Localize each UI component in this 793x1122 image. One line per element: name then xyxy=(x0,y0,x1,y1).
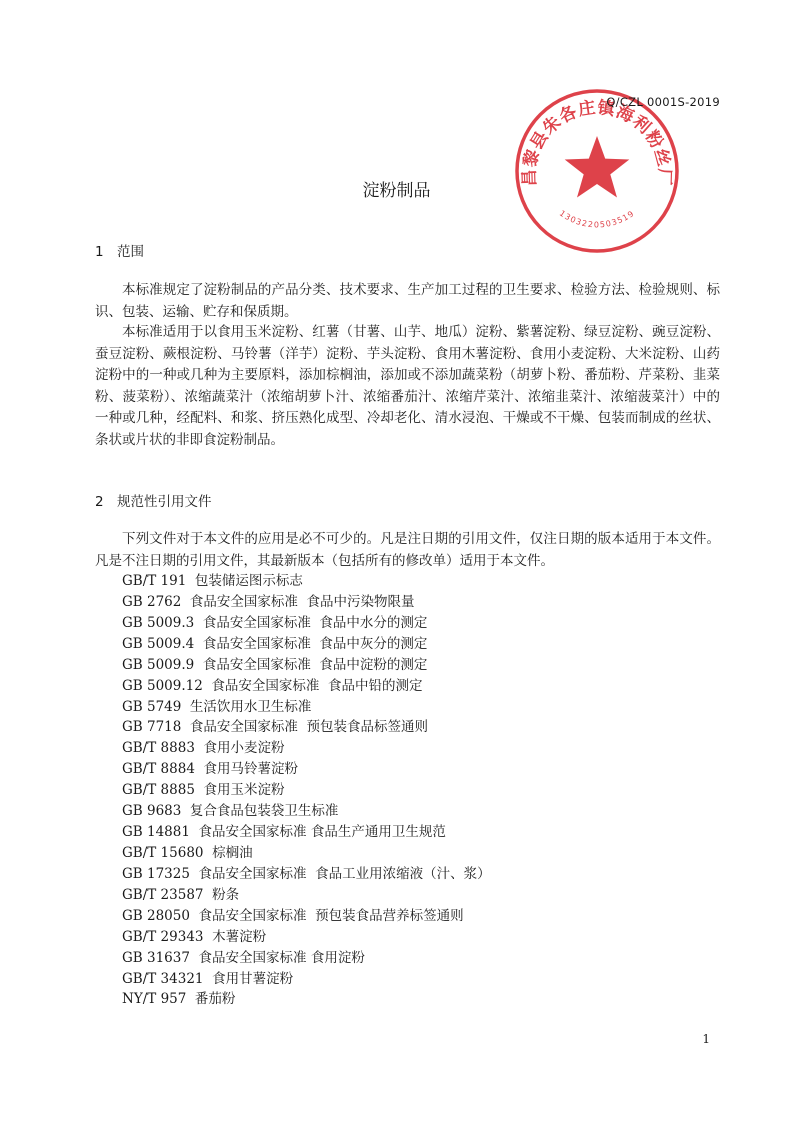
svg-text:1303220503519 xyxy=(558,209,637,230)
reference-item: GB/T 15680 棕榈油 xyxy=(122,844,253,861)
reference-item: GB/T 34321 食用甘薯淀粉 xyxy=(122,970,294,987)
reference-item: GB/T 29343 木薯淀粉 xyxy=(122,928,267,945)
reference-item: GB 2762 食品安全国家标准 食品中污染物限量 xyxy=(122,593,415,610)
section-2-paragraph-1: 下列文件对于本文件的应用是必不可少的。凡是注日期的引用文件，仅注日期的版本适用于本文件。凡是不注日期的引用文件，其最新版本（包括所有的修改单）适用于本文件。 xyxy=(95,531,720,569)
reference-item: GB 17325 食品安全国家标准 食品工业用浓缩液（汁、浆） xyxy=(122,865,491,882)
seal-code: 1303220503519 xyxy=(557,208,637,230)
section-1-paragraph-1: 本标准规定了淀粉制品的产品分类、技术要求、生产加工过程的卫生要求、检验方法、检验规则、标识、包装、运输、贮存和保质期。 xyxy=(95,282,720,320)
section-2-heading xyxy=(95,490,212,510)
reference-item: GB/T 8884 食用马铃薯淀粉 xyxy=(122,761,298,778)
reference-list xyxy=(122,571,491,1010)
document-title: 淀粉制品 xyxy=(362,181,431,201)
company-seal xyxy=(512,86,682,256)
reference-item: GB 7718 食品安全国家标准 预包装食品标签通则 xyxy=(122,719,429,736)
section-1-heading xyxy=(95,240,144,260)
reference-item: GB 28050 食品安全国家标准 预包装食品营养标签通则 xyxy=(122,907,464,924)
reference-item: GB 5749 生活饮用水卫生标准 xyxy=(122,698,312,715)
section-1-title: 范围 xyxy=(117,244,144,260)
reference-item: GB 9683 复合食品包装袋卫生标准 xyxy=(122,803,339,820)
reference-item: GB 5009.4 食品安全国家标准 食品中灰分的测定 xyxy=(122,635,428,652)
reference-item: GB 5009.3 食品安全国家标准 食品中水分的测定 xyxy=(122,614,428,631)
reference-item: GB/T 8883 食用小麦淀粉 xyxy=(122,740,285,757)
section-2-title: 规范性引用文件 xyxy=(117,494,212,510)
standard-code: Q/CZL 0001S-2019 xyxy=(606,95,720,109)
reference-item: GB/T 23587 粉条 xyxy=(122,886,240,903)
section-1-number: 1 xyxy=(95,244,104,260)
section-1-paragraph-2: 本标准适用于以食用玉米淀粉、红薯（甘薯、山芋、地瓜）淀粉、紫薯淀粉、绿豆淀粉、豌豆淀粉、蚕豆淀粉、蕨根淀粉、马铃薯（洋芋）淀粉、芋头淀粉、食用木薯淀粉、食用小麦淀粉、大米淀粉、山药淀粉中的一种或几种为主要原料，添加棕榈油，添加或不添加蔬菜粉（胡萝卜粉、番茄粉、芹菜粉、韭菜粉、菠菜粉）、浓缩蔬菜汁（浓缩胡萝卜汁、浓缩番茄汁、浓缩芹菜汁、浓缩韭菜汁、浓缩菠菜汁）中的一种或几种，经配料、和浆、挤压熟化成型、冷却老化、清水浸泡、干燥或不干燥、包装而制成的丝状、条状或片状的非即食淀粉制品。 xyxy=(95,324,720,448)
seal-text: 昌黎县朱各庄镇海利粉丝厂 xyxy=(519,97,675,187)
reference-item: GB/T 8885 食用玉米淀粉 xyxy=(122,782,285,799)
section-2-number: 2 xyxy=(95,494,104,510)
page-number: 1 xyxy=(702,1032,710,1046)
reference-item: GB/T 191 包装储运图示标志 xyxy=(122,573,303,589)
reference-item: GB 5009.9 食品安全国家标准 食品中淀粉的测定 xyxy=(122,656,428,673)
reference-item: GB 5009.12 食品安全国家标准 食品中铅的测定 xyxy=(122,677,423,694)
reference-item: NY/T 957 番茄粉 xyxy=(122,991,236,1008)
reference-item: GB 14881 食品安全国家标准 食品生产通用卫生规范 xyxy=(122,824,446,841)
reference-item: GB 31637 食品安全国家标准 食用淀粉 xyxy=(122,949,365,966)
